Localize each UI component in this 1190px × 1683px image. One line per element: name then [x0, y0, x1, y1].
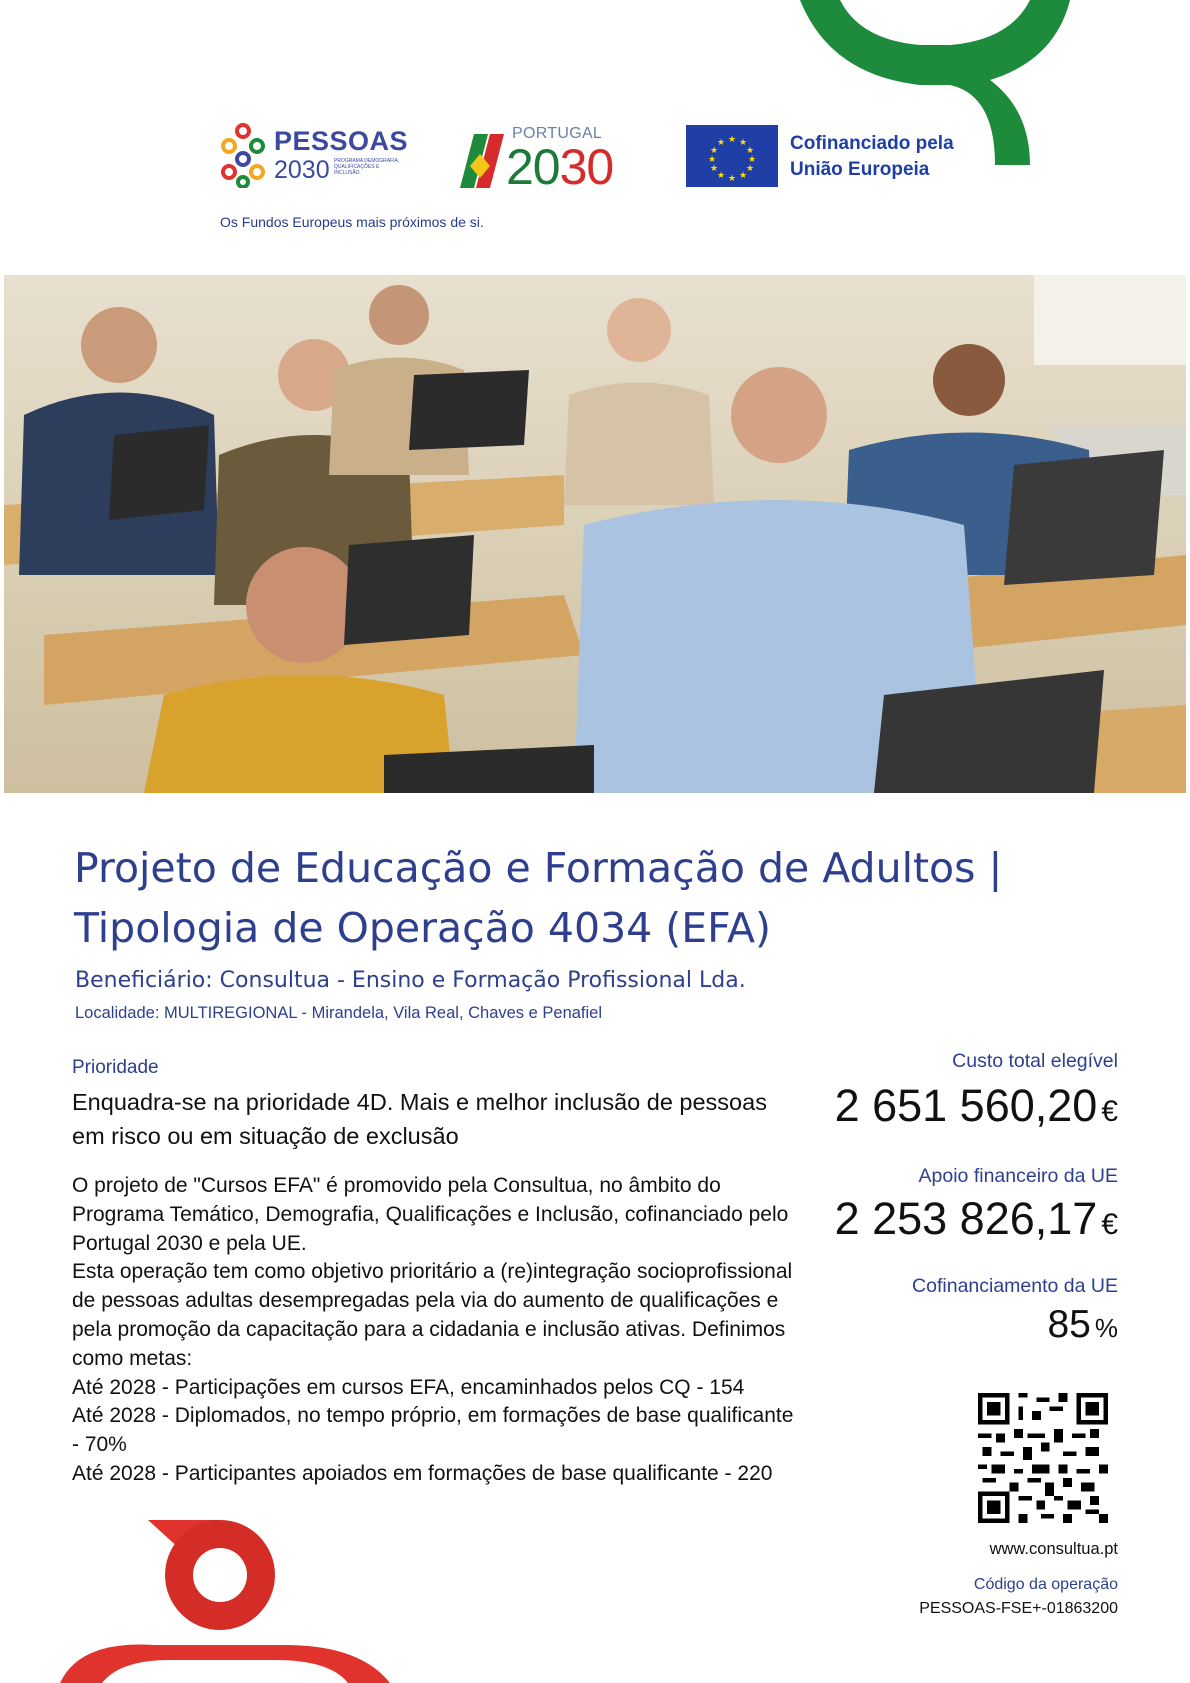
currency-symbol: € [1101, 1208, 1118, 1241]
svg-text:★: ★ [727, 174, 737, 184]
eu-flag-icon [686, 125, 778, 187]
classroom-photo [4, 275, 1186, 793]
page-title: Projeto de Educação e Formação de Adultos | Tipologia de Operação 4034 (EFA) [74, 844, 1003, 952]
svg-text:★: ★ [709, 164, 719, 174]
svg-text:★: ★ [745, 146, 755, 156]
svg-text:★: ★ [727, 135, 737, 145]
eu-cofinanced-logo [686, 125, 986, 189]
svg-text:★: ★ [707, 155, 717, 165]
location: Localidade: MULTIREGIONAL - Mirandela, Vila Real, Chaves e Penafiel [75, 1004, 603, 1022]
priority-text: Enquadra-se na prioridade 4D. Mais e melhor inclusão de pessoas em risco ou em situação de exclusão [72, 1089, 767, 1149]
svg-text:★: ★ [738, 171, 748, 181]
website-link[interactable]: www.consultua.pt [989, 1540, 1118, 1558]
portugal-2030-logo [456, 120, 636, 200]
currency-symbol: € [1101, 1095, 1118, 1128]
cofinancing-label: Cofinanciamento da UE [912, 1275, 1118, 1297]
goal-item: Até 2028 - Participações em cursos EFA, encaminhados pelos CQ - 154 [72, 1375, 745, 1399]
portugal-flag-icon [458, 126, 508, 192]
goal-item: Até 2028 - Participantes apoiados em formações de base qualificante - 220 [72, 1461, 773, 1485]
operation-code-value: PESSOAS-FSE+-01863200 [919, 1600, 1118, 1617]
total-cost-label: Custo total elegível [952, 1050, 1118, 1072]
description-paragraph: Esta operação tem como objetivo prioritário a (re)integração socioprofissional de pessoas adultas desempregadas pela via do aumento de qualificações e pela promoção da capacitação para a cidadania e inclusão ativas. Definimos como metas: [72, 1260, 793, 1370]
eu-text: Cofinanciado pela União Europeia [790, 133, 954, 180]
pessoas-subtitle: PROGRAMA DEMOGRAFIA, QUALIFICAÇÕES E INCLUSÃO [334, 158, 400, 176]
description-paragraph: O projeto de "Cursos EFA" é promovido pela Consultua, no âmbito do Programa Temático, Demografia, Qualificações e Inclusão, cofinanciado pelo Portugal 2030 e pela UE. [72, 1174, 789, 1255]
svg-text:★: ★ [745, 164, 755, 174]
pessoas-year: 2030 [274, 156, 330, 184]
decorative-red-shape [60, 1500, 390, 1683]
pessoas-2030-logo [218, 122, 408, 192]
priority-label: Prioridade [72, 1057, 159, 1078]
operation-code-label: Código da operação [973, 1576, 1118, 1593]
beneficiary: Beneficiário: Consultua - Ensino e Formação Profissional Lda. [75, 968, 746, 993]
svg-text:★: ★ [738, 138, 748, 148]
eu-support-label: Apoio financeiro da UE [918, 1165, 1118, 1187]
svg-text:★: ★ [747, 155, 757, 165]
tagline: Os Fundos Europeus mais próximos de si. [220, 214, 484, 230]
portugal-year: 2030 [506, 139, 614, 195]
portugal-wordmark: PORTUGAL [512, 125, 603, 142]
svg-text:★: ★ [716, 171, 726, 181]
cofinancing-value: 85 % [1047, 1303, 1118, 1346]
total-cost-value: 2 651 560,20 € [834, 1080, 1118, 1131]
percent-symbol: % [1094, 1313, 1118, 1343]
eu-support-value: 2 253 826,17 € [834, 1193, 1118, 1244]
project-description [72, 1172, 802, 1489]
svg-text:★: ★ [709, 146, 719, 156]
qr-code[interactable] [978, 1393, 1108, 1523]
pessoas-people-icon [218, 122, 268, 188]
svg-text:★: ★ [716, 138, 726, 148]
pessoas-wordmark: PESSOAS [274, 126, 409, 156]
goal-item: Até 2028 - Diplomados, no tempo próprio, em formações de base qualificante - 70% [72, 1404, 794, 1457]
